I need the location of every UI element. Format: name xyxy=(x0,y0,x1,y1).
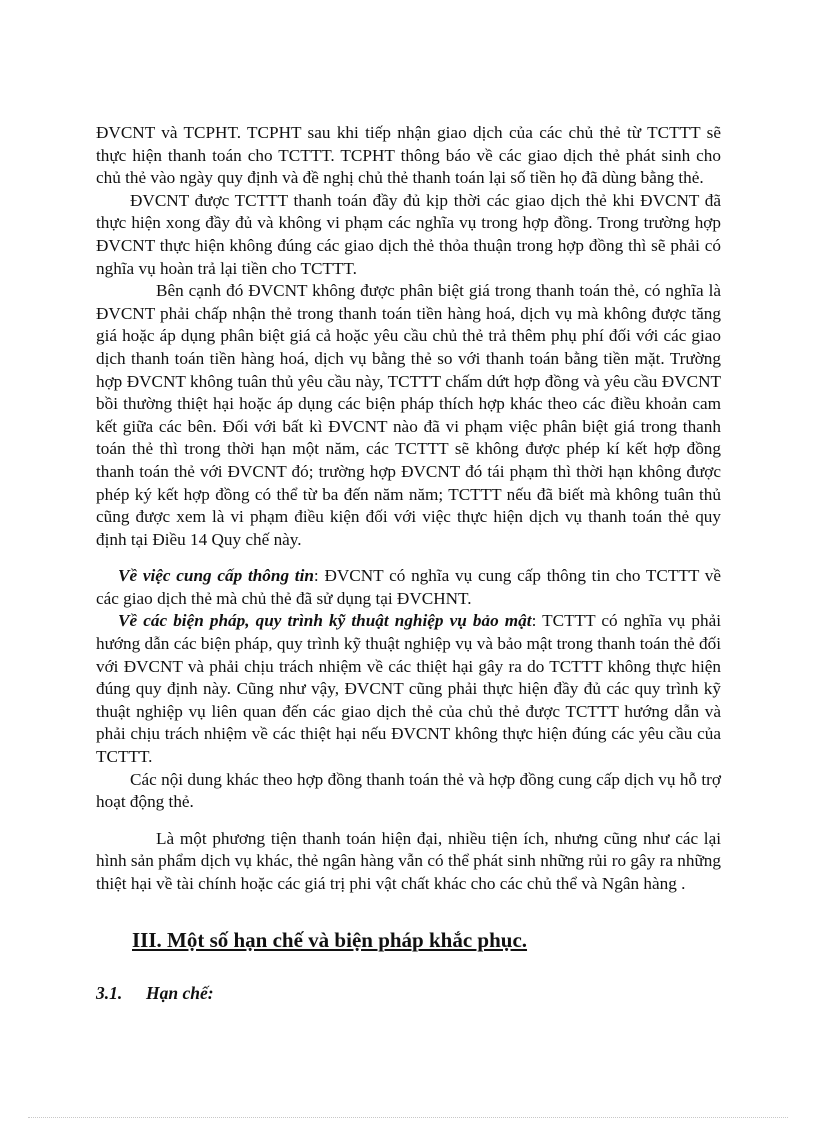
subsection-heading xyxy=(96,983,721,1004)
page-bottom-rule xyxy=(28,1117,788,1118)
paragraph-4-lead: Về việc cung cấp thông tin xyxy=(118,566,314,586)
paragraph-4 xyxy=(96,565,721,610)
subsection-number: 3.1. xyxy=(96,982,123,1003)
paragraph-3: Bên cạnh đó ĐVCNT không được phân biệt giá trong thanh toán thẻ, có nghĩa là ĐVCNT phải chấp nhận thẻ trong thanh toán tiền hàng hoá, dịch vụ mà không được tăng giá hoặc áp dụng phân biệt giá cả hoặc yêu cầu chủ thẻ trả thêm phụ phí đối với các giao dịch thanh toán tiền hàng hoá, dịch vụ bằng thẻ so với thanh toán bằng tiền mặt. Trường hợp ĐVCNT không tuân thủ yêu cầu này, TCTTT chấm dứt hợp đồng và yêu cầu ĐVCNT bồi thường thiệt hại hoặc áp dụng các biện pháp thích hợp khác theo các điều khoản cam kết giữa các bên. Đối với bất kì ĐVCNT nào đã vi phạm việc phân biệt giá trong thanh toán thẻ thì trong thời hạn một năm, các TCTTT sẽ không được phép kí kết hợp đồng thanh toán thẻ với ĐVCNT đó; trường hợp ĐVCNT đó tái phạm thì thời hạn không được phép ký kết hợp đồng có thể từ ba đến năm năm; TCTTT nếu đã biết mà không tuân thủ cũng được xem là vi phạm điều kiện đối với việc thực hiện dịch vụ thanh toán thẻ quy định tại Điều 14 Quy chế này. xyxy=(96,281,721,549)
paragraph-5-body: : TCTTT có nghĩa vụ phải hướng dẫn các biện pháp, quy trình kỹ thuật nghiệp vụ và bảo mật trong thanh toán thẻ đối với ĐVCNT và phải chịu trách nhiệm về các thiệt hại gây ra do TCTTT không thực hiện đúng quy định này. Cũng như vậy, ĐVCNT cũng phải thực hiện đầy đủ các quy trình kỹ thuật nghiệp vụ liên quan đến các giao dịch thẻ của chủ thẻ được TCTTT hướng dẫn và phải chịu trách nhiệm về các thiệt hại nếu ĐVCNT không thực hiện đúng các yêu cầu của TCTTT. xyxy=(96,611,721,767)
paragraph-5-lead: Về các biện pháp, quy trình kỹ thuật nghiệp vụ bảo mật xyxy=(118,611,532,631)
section-heading: III. Một số hạn chế và biện pháp khắc phục. xyxy=(132,927,528,952)
subsection-title: Hạn chế: xyxy=(146,982,214,1003)
paragraph-7: Là một phương tiện thanh toán hiện đại, nhiều tiện ích, nhưng cũng như các lại hình sản phẩm dịch vụ khác, thẻ ngân hàng vẫn có thể phát sinh những rủi ro gây ra những thiệt hại về tài chính hoặc các giá trị phi vật chất khác cho các chủ thể và Ngân hàng . xyxy=(96,828,721,893)
paragraph-4-body: : ĐVCNT có nghĩa vụ cung cấp thông tin cho TCTTT về các giao dịch thẻ mà chủ thẻ đã sử dụng tại ĐVCHNT. xyxy=(96,566,721,608)
paragraph-6: Các nội dung khác theo hợp đồng thanh toán thẻ và hợp đồng cung cấp dịch vụ hỗ trợ hoạt động thẻ. xyxy=(96,769,721,812)
document-page xyxy=(96,122,721,1004)
paragraph-2: ĐVCNT được TCTTT thanh toán đầy đủ kịp thời các giao dịch thẻ khi ĐVCNT đã thực hiện xong đầy đủ và không vi phạm các nghĩa vụ trong hợp đồng. Trong trường hợp ĐVCNT thực hiện không đúng các giao dịch thẻ thỏa thuận trong hợp đồng thì sẽ phải có nghĩa vụ hoàn trả lại tiền cho TCTTT. xyxy=(96,190,721,278)
paragraph-1: ĐVCNT và TCPHT. TCPHT sau khi tiếp nhận giao dịch của các chủ thẻ từ TCTTT sẽ thực hiện thanh toán cho TCTTT. TCPHT thông báo về các giao dịch thẻ phát sinh cho chủ thẻ vào ngày quy định và đề nghị chủ thẻ thanh toán lại số tiền họ đã dùng bằng thẻ. xyxy=(96,123,721,188)
paragraph-5 xyxy=(96,610,721,768)
